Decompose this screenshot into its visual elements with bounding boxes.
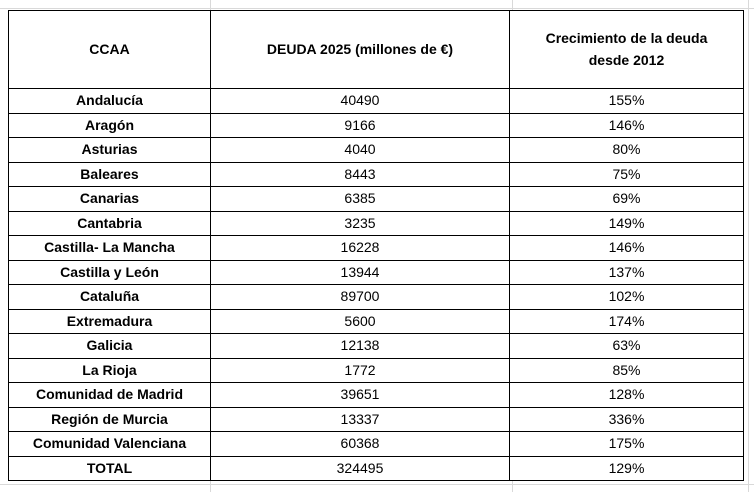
cell-ccaa[interactable]: Asturias [9, 138, 211, 163]
table-row [9, 285, 744, 310]
table-row [9, 162, 744, 187]
header-deuda-label: DEUDA 2025 (millones de €) [266, 40, 454, 57]
cell-deuda[interactable]: 13337 [211, 407, 510, 432]
cell-deuda[interactable]: 39651 [211, 383, 510, 408]
cell-ccaa[interactable]: Canarias [9, 187, 211, 212]
cell-crecimiento[interactable]: 102% [510, 285, 744, 310]
table-total-row [9, 456, 744, 481]
cell-ccaa[interactable]: La Rioja [9, 358, 211, 383]
header-crecimiento[interactable] [510, 11, 744, 89]
table-row [9, 211, 744, 236]
table-row [9, 383, 744, 408]
cell-deuda[interactable]: 5600 [211, 309, 510, 334]
cell-ccaa[interactable]: Cataluña [9, 285, 211, 310]
cell-ccaa[interactable]: Baleares [9, 162, 211, 187]
table-row [9, 236, 744, 261]
table-row [9, 309, 744, 334]
cell-ccaa[interactable]: Castilla- La Mancha [9, 236, 211, 261]
cell-ccaa[interactable]: Galicia [9, 334, 211, 359]
table-row [9, 138, 744, 163]
cell-crecimiento[interactable]: 175% [510, 432, 744, 457]
header-deuda[interactable] [211, 11, 510, 89]
cell-deuda[interactable]: 16228 [211, 236, 510, 261]
table-body [9, 89, 744, 481]
table-row [9, 89, 744, 114]
cell-deuda[interactable]: 324495 [211, 456, 510, 481]
header-ccaa-label: CCAA [89, 40, 130, 57]
cell-crecimiento[interactable]: 137% [510, 260, 744, 285]
cell-deuda[interactable]: 4040 [211, 138, 510, 163]
cell-ccaa[interactable]: TOTAL [9, 456, 211, 481]
cell-ccaa[interactable]: Castilla y León [9, 260, 211, 285]
table-row [9, 358, 744, 383]
cell-ccaa[interactable]: Región de Murcia [9, 407, 211, 432]
table-header [9, 11, 744, 89]
cell-deuda[interactable]: 6385 [211, 187, 510, 212]
cell-crecimiento[interactable]: 63% [510, 334, 744, 359]
cell-crecimiento[interactable]: 80% [510, 138, 744, 163]
cell-ccaa[interactable]: Comunidad de Madrid [9, 383, 211, 408]
header-ccaa[interactable] [9, 11, 211, 89]
debt-table [8, 10, 744, 481]
cell-crecimiento[interactable]: 75% [510, 162, 744, 187]
cell-crecimiento[interactable]: 155% [510, 89, 744, 114]
cell-crecimiento[interactable]: 129% [510, 456, 744, 481]
table-row [9, 407, 744, 432]
cell-deuda[interactable]: 13944 [211, 260, 510, 285]
table-row [9, 432, 744, 457]
cell-crecimiento[interactable]: 336% [510, 407, 744, 432]
cell-deuda[interactable]: 9166 [211, 113, 510, 138]
header-row [9, 11, 744, 89]
cell-crecimiento[interactable]: 174% [510, 309, 744, 334]
table-row [9, 113, 744, 138]
cell-crecimiento[interactable]: 149% [510, 211, 744, 236]
cell-ccaa[interactable]: Aragón [9, 113, 211, 138]
cell-deuda[interactable]: 89700 [211, 285, 510, 310]
cell-ccaa[interactable]: Extremadura [9, 309, 211, 334]
cell-ccaa[interactable]: Andalucía [9, 89, 211, 114]
header-crecimiento-label: Crecimiento de la deuda desde 2012 [545, 29, 708, 68]
cell-crecimiento[interactable]: 69% [510, 187, 744, 212]
cell-deuda[interactable]: 3235 [211, 211, 510, 236]
cell-deuda[interactable]: 1772 [211, 358, 510, 383]
cell-crecimiento[interactable]: 128% [510, 383, 744, 408]
cell-deuda[interactable]: 40490 [211, 89, 510, 114]
table-row [9, 187, 744, 212]
table-row [9, 334, 744, 359]
cell-deuda[interactable]: 60368 [211, 432, 510, 457]
cell-deuda[interactable]: 8443 [211, 162, 510, 187]
table-row [9, 260, 744, 285]
cell-crecimiento[interactable]: 85% [510, 358, 744, 383]
cell-crecimiento[interactable]: 146% [510, 236, 744, 261]
cell-ccaa[interactable]: Cantabria [9, 211, 211, 236]
cell-deuda[interactable]: 12138 [211, 334, 510, 359]
cell-crecimiento[interactable]: 146% [510, 113, 744, 138]
cell-ccaa[interactable]: Comunidad Valenciana [9, 432, 211, 457]
